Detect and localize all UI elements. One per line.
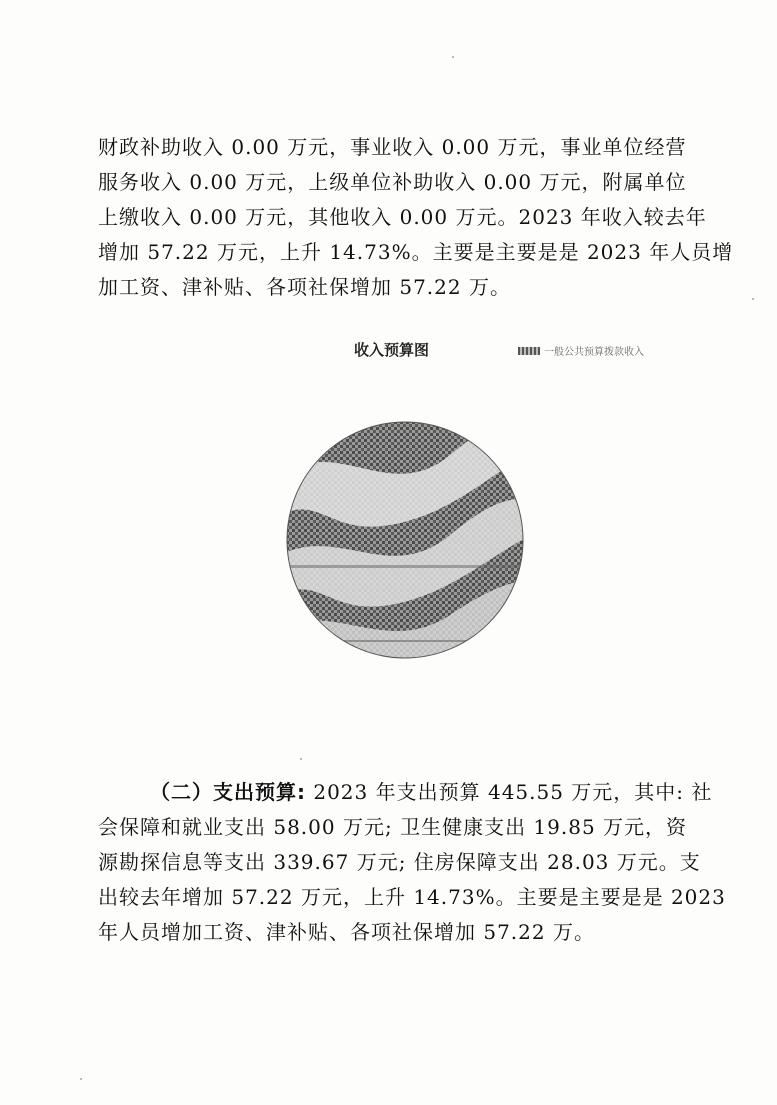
scan-speck (752, 298, 754, 300)
text-line: 出较去年增加 57.22 万元，上升 14.73%。主要是主要是是 2023 (98, 885, 726, 909)
text-run: 2023 年支出预算 445.55 万元，其中: 社 (306, 780, 713, 804)
legend-label: 一般公共预算拨款收入 (544, 347, 644, 358)
text-line: 财政补助收入 0.00 万元，事业收入 0.00 万元，事业单位经营 (98, 135, 687, 159)
scan-speck (80, 1078, 82, 1080)
pie-chart (280, 415, 530, 665)
pie-slice-group (280, 415, 530, 665)
text-line: 上缴收入 0.00 万元，其他收入 0.00 万元。2023 年收入较去年 (98, 205, 707, 229)
pie-texture (280, 565, 530, 568)
text-line: 会保障和就业支出 58.00 万元; 卫生健康支出 19.85 万元，资 (98, 815, 688, 839)
chart-legend (518, 343, 644, 358)
text-line: 加工资、津补贴、各项社保增加 57.22 万。 (98, 275, 511, 299)
text-line: 年人员增加工资、津补贴、各项社保增加 57.22 万。 (98, 920, 595, 944)
income-budget-paragraph (98, 130, 734, 305)
chart-title: 收入预算图 (354, 341, 430, 359)
legend-swatch (518, 347, 540, 355)
text-line: 增加 57.22 万元，上升 14.73%。主要是主要是是 2023 年人员增 (98, 240, 734, 264)
scan-speck (452, 56, 454, 58)
section-heading: （二）支出预算: (150, 780, 306, 804)
income-budget-chart (260, 335, 690, 715)
scan-speck (300, 758, 302, 760)
expenditure-budget-paragraph (98, 775, 726, 950)
text-line: 服务收入 0.00 万元，上级单位补助收入 0.00 万元，附属单位 (98, 170, 687, 194)
text-line: 源勘探信息等支出 339.67 万元; 住房保障支出 28.03 万元。支 (98, 850, 701, 874)
text-line (98, 775, 713, 810)
